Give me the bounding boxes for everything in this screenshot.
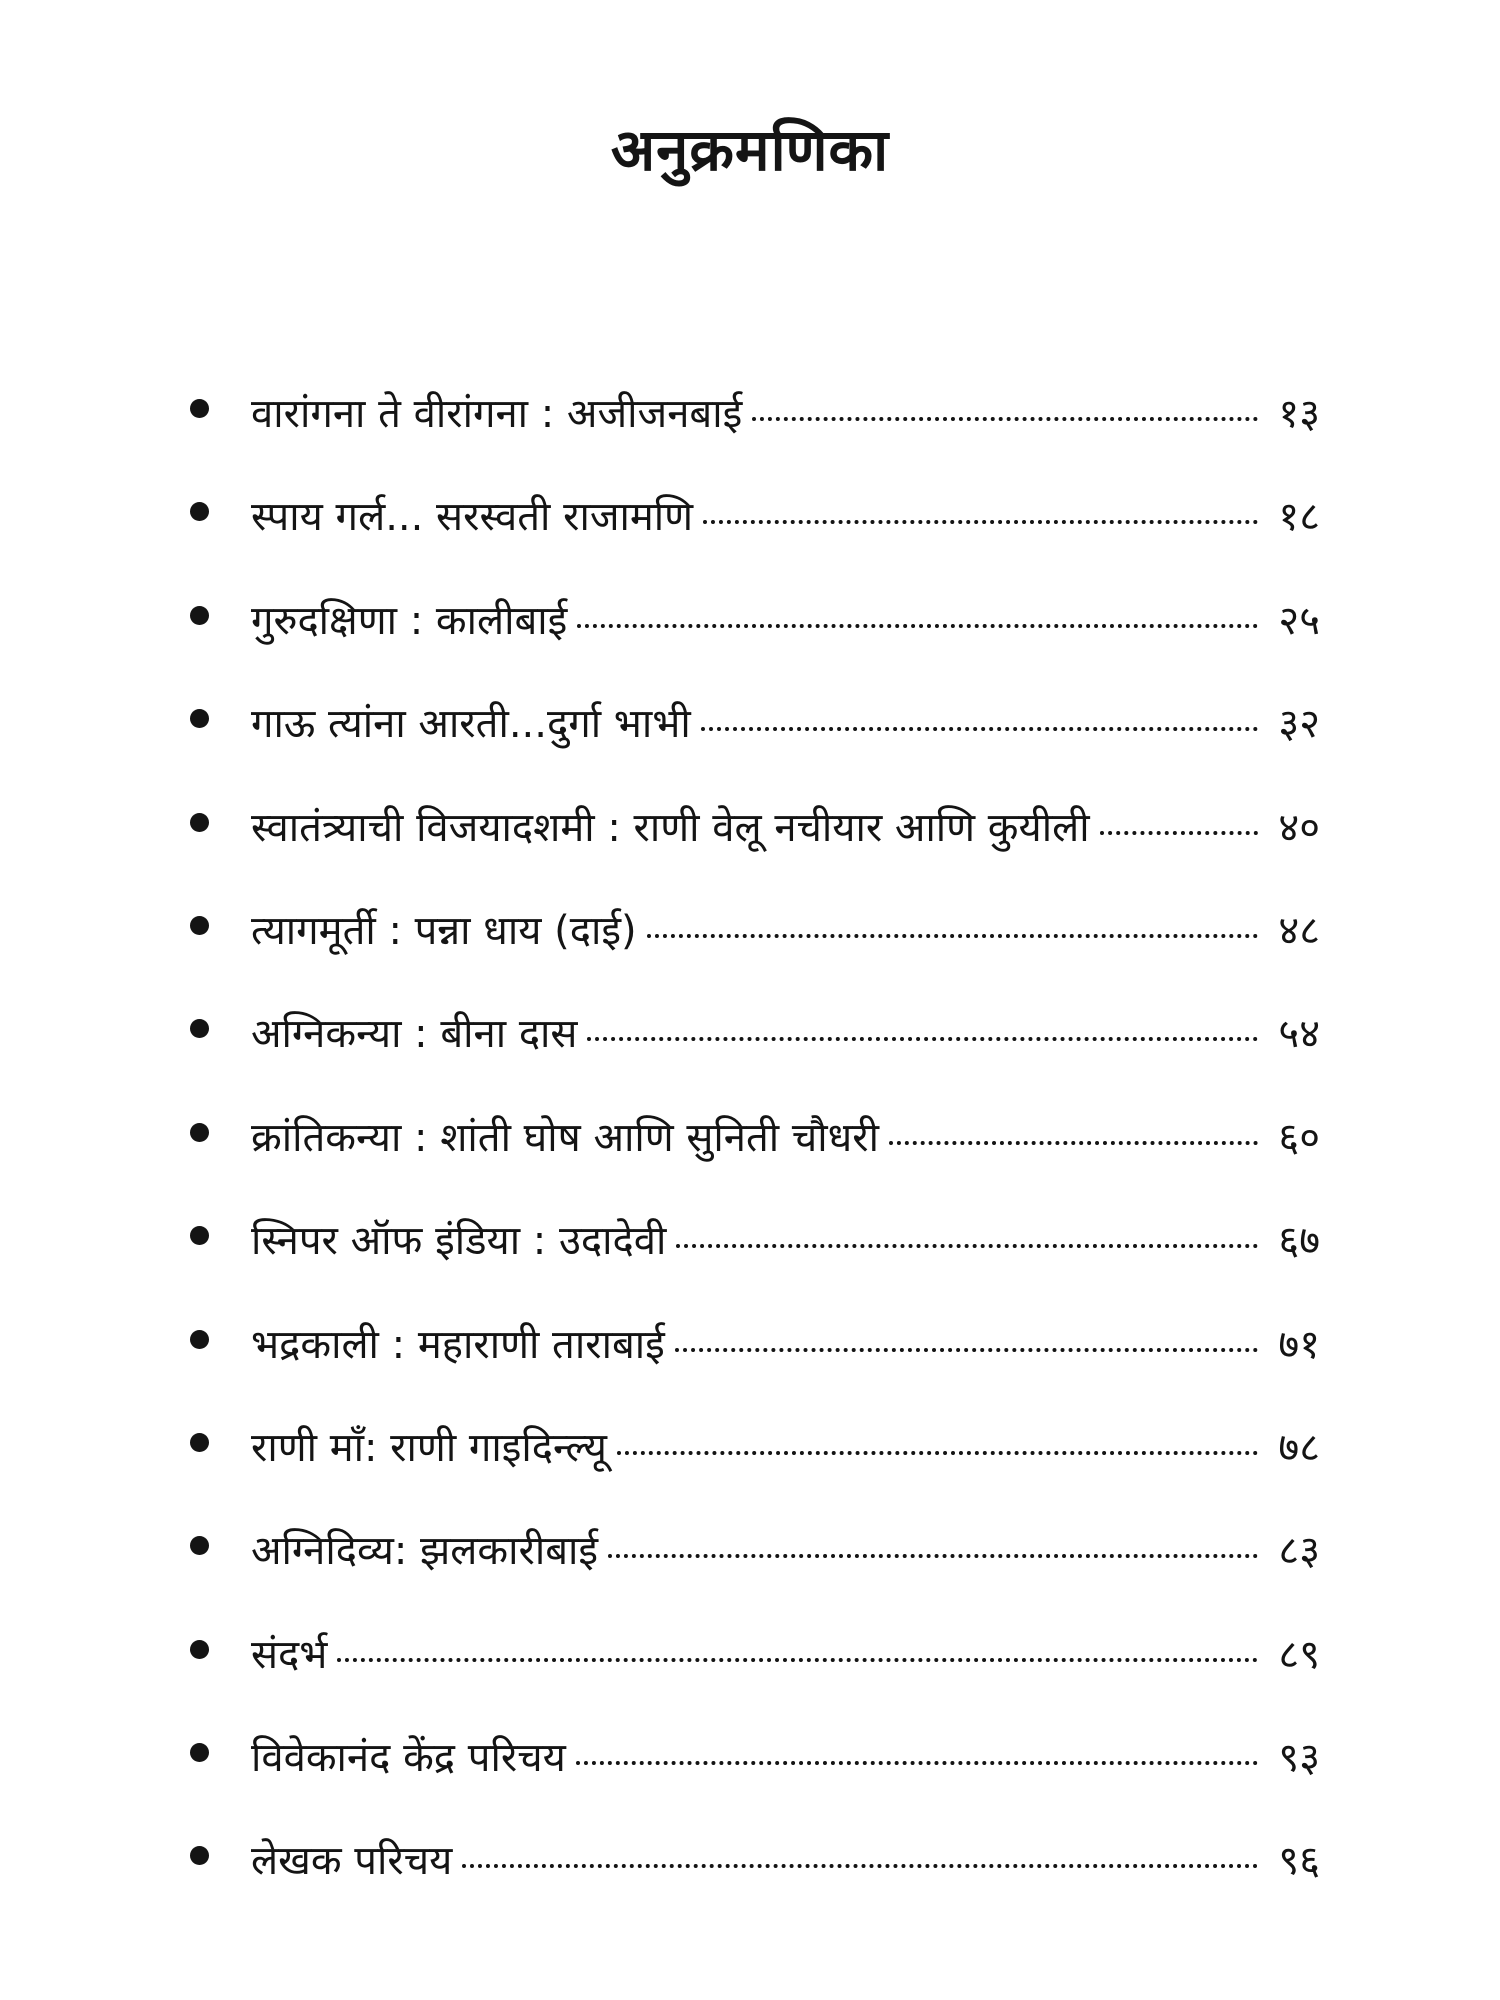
bullet-icon (190, 1226, 209, 1245)
bullet-icon (190, 1536, 209, 1555)
page-number: ५४ (1278, 1011, 1320, 1058)
entry-title: अग्निदिव्य: झलकारीबाई (251, 1528, 599, 1575)
page-number: ४० (1278, 804, 1320, 851)
toc-entry[interactable] (190, 390, 1320, 493)
page-number: ९६ (1278, 1838, 1320, 1885)
toc-entry[interactable] (190, 1424, 1320, 1527)
page-number: ३२ (1278, 701, 1320, 748)
toc-entry[interactable] (190, 1631, 1320, 1734)
entry-title: स्वातंत्र्याची विजयादशमी : राणी वेलू नचीयार आणि कुयीली (251, 804, 1090, 851)
toc-entry[interactable] (190, 700, 1320, 803)
entry-title: भद्रकाली : महाराणी ताराबाई (251, 1321, 665, 1368)
bullet-icon (190, 1123, 209, 1142)
toc-entry[interactable] (190, 597, 1320, 700)
bullet-icon (190, 709, 209, 728)
dot-leader (675, 1348, 1258, 1352)
toc-entry[interactable] (190, 804, 1320, 907)
entry-title: राणी माँ: राणी गाइदिन्ल्यू (251, 1424, 607, 1471)
dot-leader (701, 727, 1258, 731)
bullet-icon (190, 1433, 209, 1452)
page-number: २५ (1278, 597, 1320, 644)
entry-title: गाऊ त्यांना आरती...दुर्गा भाभी (251, 701, 691, 748)
page-number: ८३ (1278, 1528, 1320, 1575)
page-number: १८ (1278, 494, 1320, 541)
toc-entry[interactable] (190, 1010, 1320, 1113)
dot-leader (608, 1554, 1258, 1558)
dot-leader (462, 1864, 1258, 1868)
toc-entry[interactable] (190, 1114, 1320, 1217)
entry-title: अग्निकन्या : बीना दास (251, 1011, 578, 1058)
entry-title: त्यागमूर्ती : पन्ना धाय (दाई) (251, 907, 637, 954)
entry-title: स्निपर ऑफ इंडिया : उदादेवी (251, 1218, 667, 1265)
entry-title: गुरुदक्षिणा : कालीबाई (251, 597, 568, 644)
entry-title: लेखक परिचय (251, 1838, 453, 1885)
entry-title: क्रांतिकन्या : शांती घोष आणि सुनिती चौधरी (251, 1114, 879, 1161)
page-number: १३ (1278, 391, 1320, 437)
toc-entry[interactable] (190, 1837, 1320, 1940)
toc-entry[interactable] (190, 1217, 1320, 1320)
dot-leader (676, 1244, 1258, 1248)
entry-title: विवेकानंद केंद्र परिचय (251, 1735, 566, 1782)
page-number: ७१ (1278, 1321, 1320, 1368)
bullet-icon (190, 1019, 209, 1038)
toc-entry[interactable] (190, 1527, 1320, 1630)
page-number: ७८ (1278, 1424, 1320, 1471)
toc-entry[interactable] (190, 493, 1320, 596)
page-title: अनुक्रमणिका (610, 116, 890, 184)
entry-title: वारांगना ते वीरांगना : अजीजनबाई (251, 391, 743, 437)
table-of-contents (190, 390, 1320, 1941)
bullet-icon (190, 502, 209, 521)
dot-leader (752, 417, 1258, 421)
page-number: ९३ (1278, 1735, 1320, 1782)
entry-title: स्पाय गर्ल... सरस्वती राजामणि (251, 494, 694, 541)
toc-entry[interactable] (190, 907, 1320, 1010)
bullet-icon (190, 1743, 209, 1762)
page-number: ४८ (1278, 907, 1320, 954)
dot-leader (703, 520, 1258, 524)
dot-leader (587, 1037, 1258, 1041)
bullet-icon (190, 1846, 209, 1865)
dot-leader (577, 624, 1258, 628)
bullet-icon (190, 916, 209, 935)
bullet-icon (190, 1640, 209, 1659)
dot-leader (337, 1658, 1258, 1662)
toc-entry[interactable] (190, 1734, 1320, 1837)
page-number: ६० (1278, 1114, 1320, 1161)
bullet-icon (190, 813, 209, 832)
bullet-icon (190, 606, 209, 625)
bullet-icon (190, 399, 209, 418)
dot-leader (1100, 831, 1258, 835)
dot-leader (617, 1451, 1258, 1455)
dot-leader (889, 1141, 1258, 1145)
toc-entry[interactable] (190, 1321, 1320, 1424)
dot-leader (576, 1761, 1258, 1765)
page-number: ६७ (1278, 1218, 1320, 1265)
bullet-icon (190, 1330, 209, 1349)
dot-leader (647, 934, 1258, 938)
page-number: ८९ (1278, 1631, 1320, 1678)
entry-title: संदर्भ (251, 1631, 328, 1678)
